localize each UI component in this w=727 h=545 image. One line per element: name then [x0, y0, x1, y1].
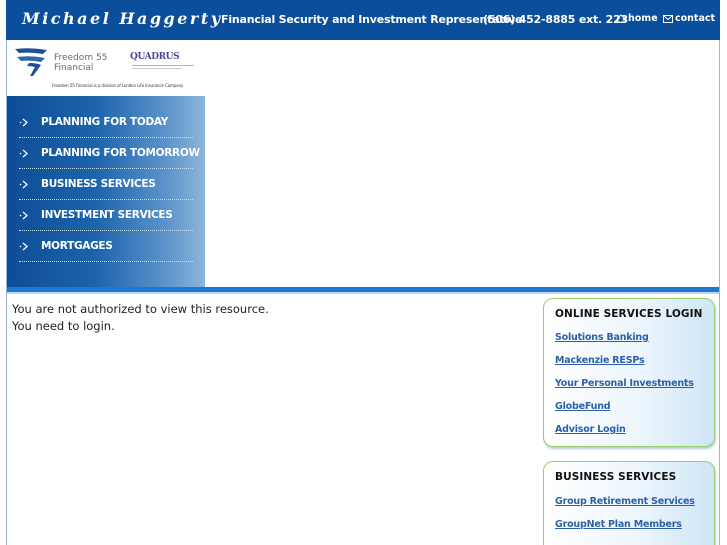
auth-message: You are not authorized to view this resource.: [12, 302, 269, 316]
arrow-right-icon: [19, 149, 29, 158]
arrow-right-icon: [19, 118, 29, 127]
accent-bar-light: [7, 292, 719, 294]
personal-investments-link[interactable]: Your Personal Investments: [555, 378, 694, 389]
nav-divider: [19, 261, 193, 262]
nav-item-investment-services[interactable]: [7, 200, 205, 231]
envelope-icon: [663, 15, 673, 23]
group-retirement-link[interactable]: Group Retirement Services: [555, 496, 695, 507]
nav-item-label: INVESTMENT SERVICES: [41, 209, 173, 221]
nav-item-business-services[interactable]: [7, 169, 205, 200]
arrow-right-icon: [19, 211, 29, 220]
logo-area: [7, 40, 205, 96]
freedom55-line1: Freedom 55: [54, 53, 108, 63]
arrow-right-icon: [19, 242, 29, 251]
login-message: You need to login.: [12, 319, 115, 333]
freedom55-logo-text: [54, 53, 107, 73]
quadrus-logo-subtext: [132, 68, 182, 69]
advisor-tagline: Financial Security and Investment Representative: [221, 13, 523, 26]
header-bar: [6, 0, 720, 40]
groupnet-members-link[interactable]: GroupNet Plan Members: [555, 519, 682, 530]
contact-link[interactable]: [663, 13, 715, 24]
nav-item-label: MORTGAGES: [41, 240, 113, 252]
arrow-right-icon: [19, 180, 29, 189]
nav-item-planning-tomorrow[interactable]: [7, 138, 205, 169]
home-icon: [616, 14, 626, 23]
nav-item-mortgages[interactable]: [7, 231, 205, 262]
quadrus-logo: QUADRUS: [130, 52, 180, 62]
freedom55-line2: Financial: [54, 63, 94, 73]
nav-item-label: PLANNING FOR TOMORROW: [41, 147, 200, 159]
home-link-label: home: [628, 13, 658, 24]
globefund-link[interactable]: GlobeFund: [555, 401, 611, 412]
advisor-login-link[interactable]: Advisor Login: [555, 424, 626, 435]
home-link[interactable]: [616, 13, 658, 24]
advisor-name: Michael Haggerty: [22, 9, 223, 28]
mackenzie-resps-link[interactable]: Mackenzie RESPs: [555, 355, 645, 366]
logo-disclaimer: Freedom 55 Financial is a division of London Life Insurance Company: [52, 83, 184, 88]
contact-link-label: contact: [675, 13, 716, 24]
frame-right-border: [719, 40, 720, 545]
nav-item-label: PLANNING FOR TODAY: [41, 116, 169, 128]
quadrus-logo-rule: [132, 65, 194, 66]
nav-item-label: BUSINESS SERVICES: [41, 178, 156, 190]
phone-number: (506) 452-8885 ext. 223: [483, 13, 629, 26]
nav-item-planning-today[interactable]: [7, 107, 205, 138]
online-services-box: [543, 298, 715, 447]
freedom55-logo-mark: [13, 45, 51, 79]
main-nav: [7, 96, 205, 287]
business-services-box: [543, 461, 715, 545]
online-services-title: ONLINE SERVICES LOGIN: [555, 308, 703, 320]
solutions-banking-link[interactable]: Solutions Banking: [555, 332, 649, 343]
business-services-title: BUSINESS SERVICES: [555, 471, 677, 483]
